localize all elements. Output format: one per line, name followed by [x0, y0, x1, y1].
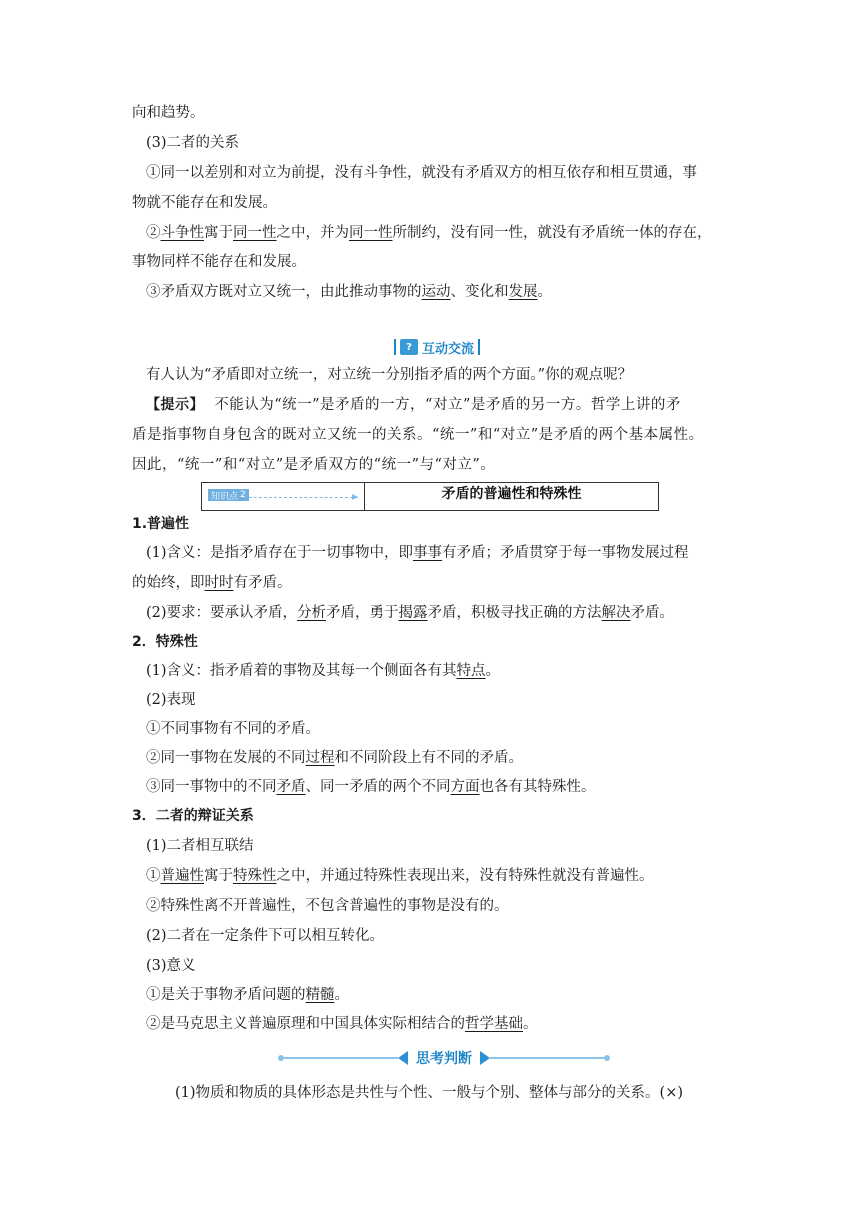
- tip-label: 【提示】: [146, 397, 204, 413]
- underlined-term: 特殊性: [233, 868, 277, 884]
- divider-line: [490, 1057, 604, 1059]
- paragraph-line: [146, 866, 654, 886]
- arrow-head-icon: [352, 494, 358, 500]
- paragraph-line: [132, 573, 292, 593]
- text: ③同一事物中的不同: [146, 779, 277, 795]
- interaction-label: 互动交流: [422, 341, 475, 357]
- underlined-term: 同一性: [233, 225, 277, 241]
- knowledge-tag-cell: [202, 483, 365, 510]
- underlined-term: 时时: [204, 575, 234, 591]
- text: 也各有其特殊性。: [479, 779, 596, 795]
- paragraph-line: ①同一以差别和对立为前提，没有斗争性，就没有矛盾双方的相互依存和相互贯通，事: [146, 165, 697, 181]
- text: 所制约，没有同一性，就没有矛盾统一体的存在，: [392, 225, 712, 241]
- text: 矛盾。: [630, 605, 675, 621]
- text: ③矛盾双方既对立又统一，由此推动事物的: [146, 284, 422, 300]
- paragraph-line: (1)二者相互联结: [146, 838, 254, 854]
- underlined-term: 揭露: [398, 605, 428, 621]
- paragraph-line: [146, 661, 500, 681]
- underlined-term: 同一性: [349, 225, 393, 241]
- text: 和不同阶段上有不同的矛盾。: [334, 750, 523, 766]
- text: 。: [334, 987, 349, 1003]
- text: (1)含义：是指矛盾存在于一切事物中，即: [146, 545, 414, 561]
- underlined-term: 分析: [297, 605, 327, 621]
- tip-line: [146, 395, 681, 415]
- text: 。: [485, 663, 501, 679]
- text: 寓于: [204, 868, 233, 884]
- underlined-term: 矛盾: [276, 779, 306, 795]
- text: 、变化和: [450, 284, 509, 300]
- thinking-judgment-label: 思考判断: [416, 1051, 472, 1067]
- text: ①是关于事物矛盾问题的: [146, 987, 306, 1003]
- paragraph-line: [146, 223, 712, 243]
- text: 矛盾，积极寻找正确的方法: [427, 605, 602, 621]
- dot-icon: [604, 1055, 610, 1061]
- paragraph-line: [146, 543, 689, 563]
- underlined-term: 斗争性: [160, 225, 204, 241]
- text: 矛盾，勇于: [326, 605, 399, 621]
- knowledge-title: 矛盾的普遍性和特殊性: [441, 486, 582, 502]
- text: ①: [146, 868, 161, 884]
- paragraph-line: [146, 603, 674, 623]
- tag-number: 2: [240, 490, 246, 500]
- subheading-relation: (3)二者的关系: [146, 135, 240, 151]
- triangle-right-icon: [480, 1051, 490, 1065]
- divider-bar: [478, 339, 480, 355]
- question-icon: ?: [400, 339, 418, 355]
- paragraph-line: [146, 282, 552, 302]
- underlined-term: 特点: [456, 663, 486, 679]
- text: 之中，并通过特殊性表现出来，没有特殊性就没有普遍性。: [276, 868, 654, 884]
- question-text: 有人认为“矛盾即对立统一，对立统一分别指矛盾的两个方面。”你的观点呢？: [146, 367, 633, 383]
- paragraph-line: [146, 748, 523, 768]
- paragraph-line: 向和趋势。: [132, 105, 205, 121]
- underlined-term: 精髓: [305, 987, 335, 1003]
- underlined-term: 事事: [413, 545, 443, 561]
- divider-line: [284, 1057, 398, 1059]
- paragraph-line: (2)表现: [146, 692, 196, 708]
- paragraph-line: (3)意义: [146, 958, 196, 974]
- judgment-item: (1)物质和物质的具体形态是共性与个性、一般与个别、整体与部分的关系。(×): [175, 1085, 683, 1101]
- text: ②是马克思主义普遍原理和中国具体实际相结合的: [146, 1016, 465, 1032]
- underlined-term: 过程: [305, 750, 335, 766]
- text: 的始终，即: [132, 575, 205, 591]
- paragraph-line: (2)二者在一定条件下可以相互转化。: [146, 928, 385, 944]
- text: 不能认为“统一”是矛盾的一方，“对立”是矛盾的另一方。哲学上讲的矛: [214, 397, 681, 413]
- text: (2)要求：要承认矛盾，: [146, 605, 298, 621]
- text: 。: [523, 1016, 538, 1032]
- underlined-term: 解决: [601, 605, 631, 621]
- paragraph-line: 事物同样不能存在和发展。: [132, 254, 306, 270]
- dashed-arrow-line: [208, 497, 358, 499]
- triangle-left-icon: [398, 1051, 408, 1065]
- tip-line: 盾是指事物自身包含的既对立又统一的关系。“统一”和“对立”是矛盾的两个基本属性。: [132, 427, 704, 443]
- paragraph-line: [146, 1014, 538, 1034]
- section-heading: 2．特殊性: [132, 634, 198, 650]
- text: 。: [537, 284, 552, 300]
- thinking-judgment-header: [278, 1046, 610, 1070]
- text: 有矛盾。: [233, 575, 292, 591]
- tip-line: 因此，“统一”和“对立”是矛盾双方的“统一”与“对立”。: [132, 457, 496, 473]
- paragraph-line: [146, 985, 349, 1005]
- text: 、同一矛盾的两个不同: [305, 779, 451, 795]
- underlined-term: 哲学基础: [465, 1016, 523, 1032]
- text: 有矛盾；矛盾贯穿于每一事物发展过程: [442, 545, 689, 561]
- section-heading: 3．二者的辩证关系: [132, 808, 254, 824]
- text: ②: [146, 225, 161, 241]
- knowledge-point-box: [201, 482, 659, 511]
- divider-bar: [394, 339, 396, 355]
- interaction-header: [394, 337, 480, 357]
- paragraph-line: [146, 777, 596, 797]
- text: 之中，并为: [276, 225, 349, 241]
- section-heading: 1.普遍性: [132, 516, 190, 532]
- underlined-term: 方面: [450, 779, 480, 795]
- knowledge-tag: [208, 489, 249, 501]
- underlined-term: 普遍性: [160, 868, 204, 884]
- text: 寓于: [204, 225, 233, 241]
- text: (1)含义：指矛盾着的事物及其每一个侧面各有其: [146, 663, 457, 679]
- paragraph-line: ①不同事物有不同的矛盾。: [146, 721, 320, 737]
- paragraph-line: ②特殊性离不开普遍性，不包含普遍性的事物是没有的。: [146, 898, 509, 914]
- paragraph-line: 物就不能存在和发展。: [132, 195, 277, 211]
- text: ②同一事物在发展的不同: [146, 750, 306, 766]
- underlined-term: 发展: [508, 284, 538, 300]
- underlined-term: 运动: [421, 284, 451, 300]
- tag-text: 知识点: [211, 491, 239, 502]
